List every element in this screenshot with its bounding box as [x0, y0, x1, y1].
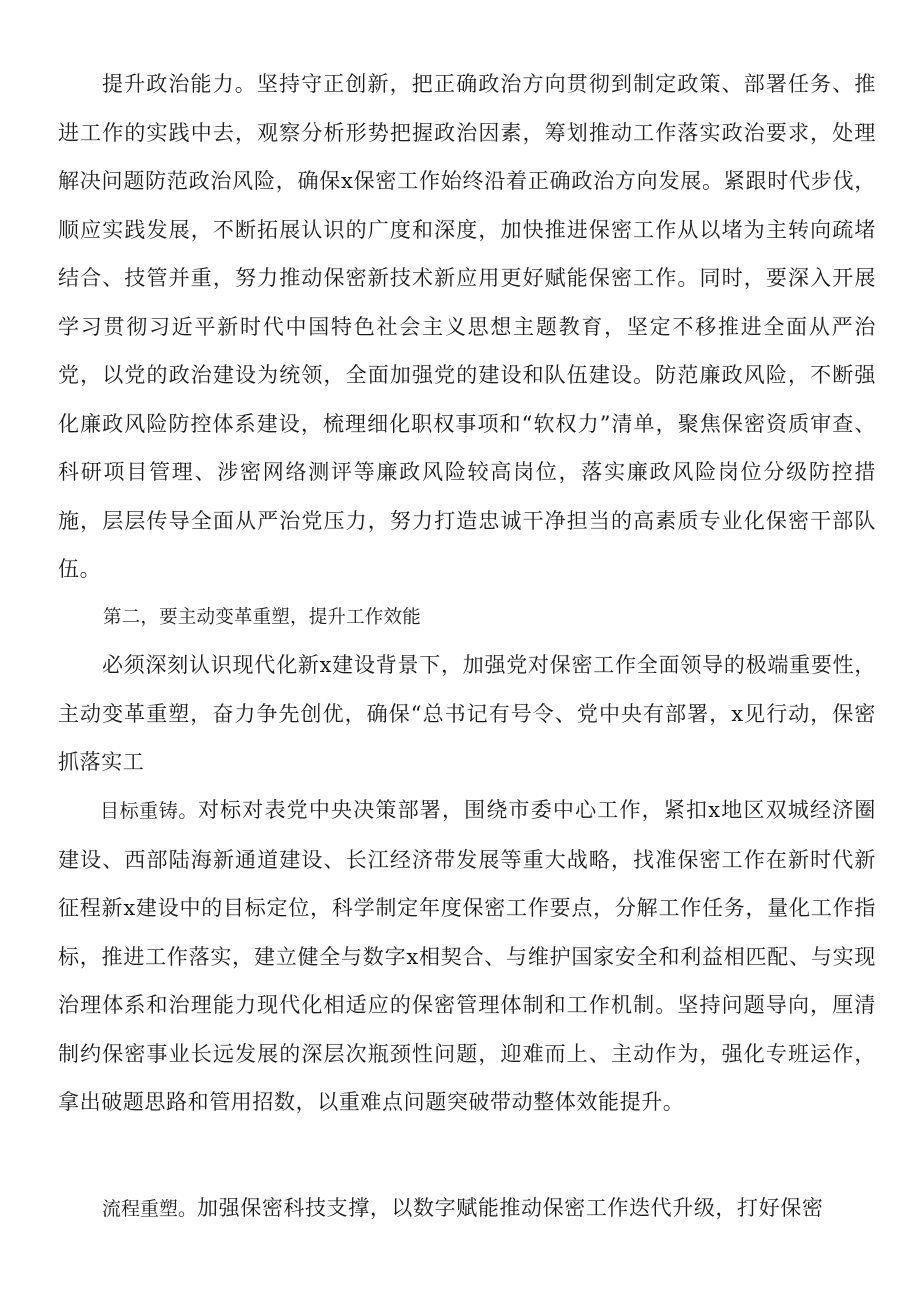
body-paragraph-goal-recast — [58, 786, 876, 1127]
section-heading-second: 第二，要主动变革重塑，提升工作效能 — [103, 607, 421, 628]
paragraph-body-process-reshape: 加强保密科技支撑，以数字赋能推动保密工作迭代升级，打好保密 — [197, 1196, 824, 1220]
paragraph-lead-goal-recast: 目标重铸。 — [100, 800, 198, 822]
body-paragraph-political-ability: 提升政治能力。坚持守正创新，把正确政治方向贯彻到制定政策、部署任务、推进工作的实践中去，观察分析形势把握政治因素，筹划推动工作落实政治要求，处理解决问题防范政治风险，确保x保密工作始终沿着正确政治方向发展。紧跟时代步伐，顺应实践发展，不断拓展认识的广度和深度，加快推进保密工作从以堵为主转向疏堵结合、技管并重，努力推动保密新技术新应用更好赋能保密工作。同时，要深入开展学习贯彻习近平新时代中国特色社会主义思想主题教育，坚定不移推进全面从严治党，以党的政治建设为统领，全面加强党的建设和队伍建设。防范廉政风险，不断强化廉政风险防控体系建设，梳理细化职权事项和“软权力”清单，聚焦保密资质审查、科研项目管理、涉密网络测评等廉政风险较高岗位，落实廉政风险岗位分级防控措施，层层传导全面从严治党压力，努力打造忠诚干净担当的高素质专业化保密干部队伍。 — [58, 72, 876, 581]
paragraph-lead-process-reshape: 流程重塑。 — [102, 1198, 198, 1220]
body-paragraph-process-reshape — [58, 1184, 876, 1234]
paragraph-body-goal-recast: 对标对表党中央决策部署，围绕市委中心工作，紧扣x地区双城经济圈建设、西部陆海新通道建设、长江经济带发展等重大战略，找准保密工作在新时代新征程新x建设中的目标定位，科学制定年度保密工作要点，分解工作任务，量化工作指标，推进工作落实，建立健全与数字x相契合、与维护国家安全和利益相匹配、与实现治理体系和治理能力现代化相适应的保密管理体制和工作机制。坚持问题导向，厘清制约保密事业长远发展的深层次瓶颈性问题，迎难而上、主动作为，强化专班运作，拿出破题思路和管用招数，以重难点问题突破带动整体效能提升。 — [58, 798, 876, 1114]
body-paragraph-reform: 必须深刻认识现代化新x建设背景下，加强党对保密工作全面领导的极端重要性，主动变革重塑，奋力争先创优，确保“总书记有号令、党中央有部署，x见行动，保密抓落实工 — [58, 653, 876, 774]
